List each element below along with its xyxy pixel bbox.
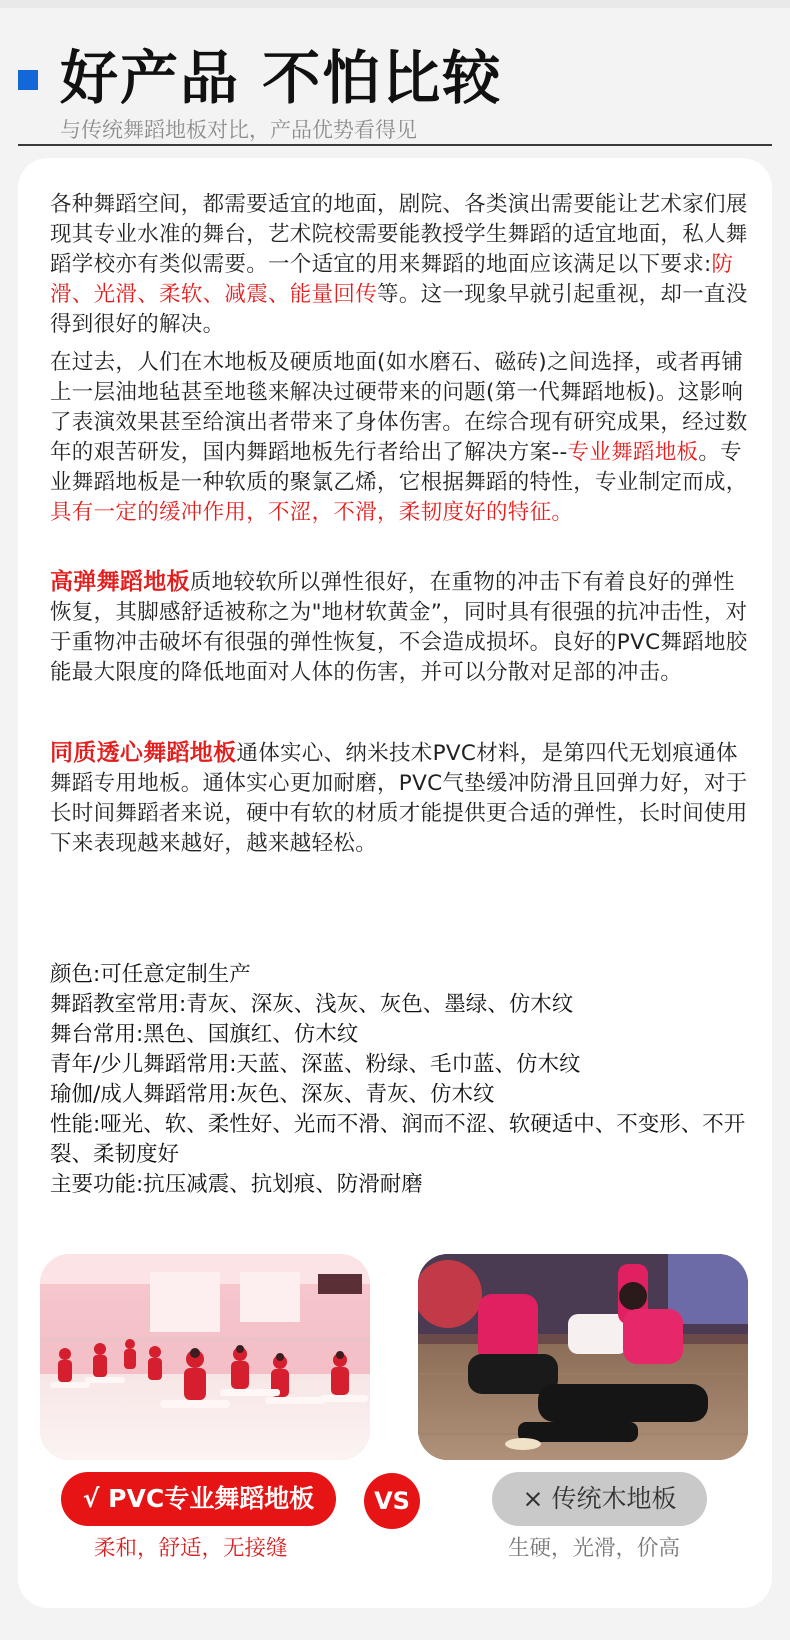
history-text: 在过去，人们在木地板及硬质地面(如水磨石、磁砖)之间选择，或者再铺上一层油地毡甚至地毯来解决过硬带来的问题(第一代舞蹈地板)。这影响了表演效果甚至给演出者带来了身体伤害。在综合现有研究成果，经过数年的艰苦研发，国内舞蹈地板先行者给出了解决方案-- [50,350,748,465]
dance-studio-image [40,1254,370,1460]
spec-item: 性能:哑光、软、柔性好、光而不滑、润而不涩、软硬适中、不变形、不开裂、柔韧度好 [50,1112,746,1167]
homogeneous-heading: 同质透心舞蹈地板 [50,740,237,766]
header-divider [18,144,772,146]
spec-item: 颜色:可任意定制生产 [50,962,251,987]
wood-floor-label: × 传统木地板 [492,1472,707,1526]
intro-text: 各种舞蹈空间，都需要适宜的地面，剧院、各类演出需要能让艺术家们展现其专业水准的舞台，艺术院校需要能教授学生舞蹈的适宜地面，私人舞蹈学校亦有类似需要。一个适宜的用来舞蹈的地面应该满足以下要求: [50,192,748,277]
high-elastic-paragraph [50,567,750,688]
history-text-mid: 。专业舞蹈地板是一种软质的聚氯乙烯，它根据舞蹈的特性，专业制定而成， [50,440,748,495]
spec-item: 青年/少儿舞蹈常用:天蓝、深蓝、粉绿、毛巾蓝、仿木纹 [50,1052,581,1077]
vs-badge: VS [364,1473,420,1529]
spec-item: 瑜伽/成人舞蹈常用:灰色、深灰、青灰、仿木纹 [50,1082,495,1107]
pvc-floor-label: √ PVC专业舞蹈地板 [61,1472,336,1526]
top-strip [0,0,790,8]
page-title: 好产品 不怕比较 [60,44,503,112]
header-square-icon [18,70,38,90]
high-elastic-heading: 高弹舞蹈地板 [50,569,190,595]
wood-floor-dance-image [418,1254,748,1460]
high-elastic-text: 质地较软所以弹性很好，在重物的冲击下有着良好的弹性恢复，其脚感舒适被称之为"地材软黄金”，同时具有很强的抗冲击性，对于重物冲击破坏有很强的弹性恢复，不会造成损坏。良好的PVC舞蹈地胶能最大限度的降低地面对人体的伤害，并可以分散对足部的冲击。 [50,570,748,685]
section-header [0,18,790,144]
homogeneous-text: 通体实心、纳米技术PVC材料，是第四代无划痕通体舞蹈专用地板。通体实心更加耐磨，PVC气垫缓冲防滑且回弹力好，对于长时间舞蹈者来说，硬中有软的材质才能提供更合适的弹性，长时间使用下来表现越来越好，越来越轻松。 [50,741,748,856]
page-subtitle: 与传统舞蹈地板对比，产品优势看得见 [60,118,417,142]
spec-item: 舞蹈教室常用:青灰、深灰、浅灰、灰色、墨绿、仿木纹 [50,992,574,1017]
intro-paragraph [50,190,750,340]
history-paragraph [50,348,750,528]
intro-highlight: 防滑、光滑、柔软、减震、能量回传 [50,252,734,307]
history-highlight-features: 具有一定的缓冲作用，不涩，不滑，柔韧度好的特征。 [50,500,574,525]
wood-floor-caption: 生硬，光滑，价高 [508,1536,681,1561]
homogeneous-paragraph [50,738,750,859]
pvc-floor-caption: 柔和，舒适，无接缝 [94,1536,288,1561]
spec-item: 主要功能:抗压减震、抗划痕、防滑耐磨 [50,1172,423,1197]
intro-text-end: 等。这一现象早就引起重视，却一直没得到很好的解决。 [50,282,748,337]
history-highlight-product: 专业舞蹈地板 [567,440,699,465]
wood-floor-photo [418,1254,748,1460]
spec-list [50,960,750,1200]
spec-item: 舞台常用:黑色、国旗红、仿木纹 [50,1022,359,1047]
pvc-floor-photo [40,1254,370,1460]
